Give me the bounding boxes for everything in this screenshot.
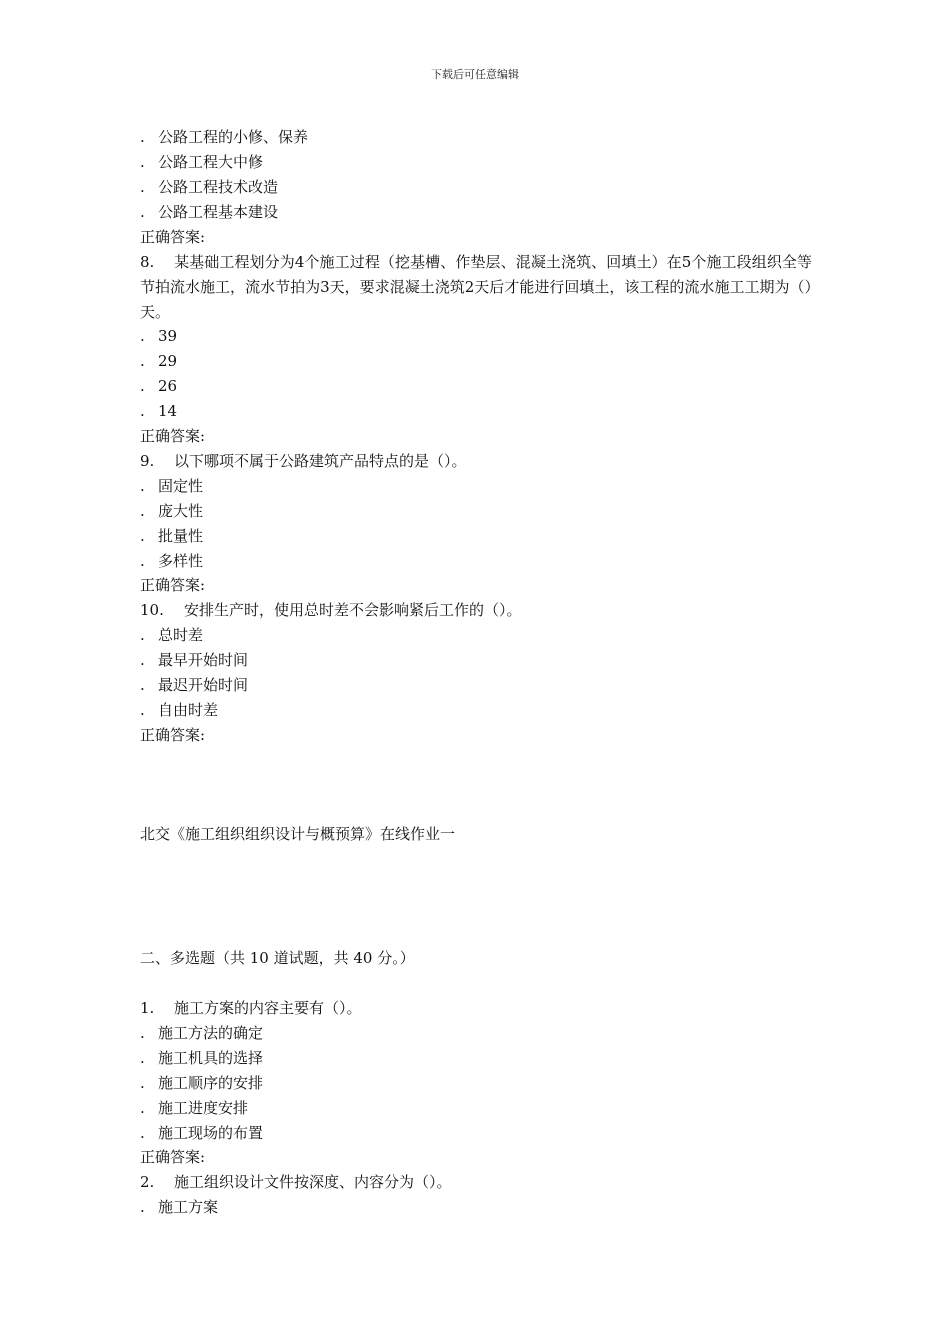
option-marker: . [140,701,145,719]
option-text: 最早开始时间 [158,651,249,669]
option-marker: . [140,128,145,146]
option-item [140,675,248,695]
section-heading: 二、多选题（共 10 道试题，共 40 分。） [140,949,415,967]
question-number: 10. [140,601,164,619]
question-10 [140,600,522,620]
option-item [140,351,177,371]
option-marker: . [140,1049,145,1067]
option-marker: . [140,178,145,196]
option-item [140,1048,263,1068]
option-marker: . [140,1124,145,1142]
option-marker: . [140,651,145,669]
option-text: 施工机具的选择 [158,1049,264,1067]
option-marker: . [140,1099,145,1117]
answer-label: 正确答案: [140,427,206,445]
option-marker: . [140,502,145,520]
option-marker: . [140,676,145,694]
option-item [140,326,177,346]
option-text: 最迟开始时间 [158,676,249,694]
option-marker: . [140,527,145,545]
question-8 [140,250,812,325]
option-item [140,376,177,396]
option-marker: . [140,1074,145,1092]
question-number: 9. [140,452,155,470]
question-number: 8. [140,253,155,271]
option-text: 施工方案 [158,1198,219,1216]
option-text: 庞大性 [158,502,204,520]
option-item [140,202,278,222]
option-marker: . [140,153,145,171]
option-text: 公路工程技术改造 [158,178,279,196]
option-item [140,501,203,521]
option-marker: . [140,552,145,570]
option-item [140,152,263,172]
option-marker: . [140,626,145,644]
option-item [140,625,203,645]
option-item [140,526,203,546]
question-number: 2. [140,1173,155,1191]
option-text: 26 [158,377,178,395]
answer-label: 正确答案: [140,228,206,246]
option-text: 39 [158,327,178,345]
multi-question-2 [140,1172,452,1192]
option-item [140,1023,263,1043]
multi-question-1 [140,998,362,1018]
option-text: 施工顺序的安排 [158,1074,264,1092]
option-text: 批量性 [158,527,204,545]
option-item [140,401,177,421]
answer-label: 正确答案: [140,576,206,594]
option-item [140,551,203,571]
option-text: 固定性 [158,477,204,495]
option-text: 自由时差 [158,701,219,719]
option-item [140,1073,263,1093]
question-text: 以下哪项不属于公路建筑产品特点的是（）。 [174,452,467,470]
option-item [140,700,218,720]
question-number: 1. [140,999,155,1017]
question-9 [140,451,467,471]
question-text: 安排生产时，使用总时差不会影响紧后工作的（）。 [184,601,522,619]
option-text: 多样性 [158,552,204,570]
option-item [140,1197,218,1217]
question-text: 施工组织设计文件按深度、内容分为（）。 [174,1173,452,1191]
option-marker: . [140,402,145,420]
answer-label: 正确答案: [140,726,206,744]
option-text: 29 [158,352,178,370]
option-marker: . [140,377,145,395]
option-item [140,127,308,147]
option-text: 公路工程基本建设 [158,203,279,221]
option-text: 施工进度安排 [158,1099,249,1117]
page-header: 下载后可任意编辑 [431,68,519,81]
option-marker: . [140,1024,145,1042]
option-item [140,650,248,670]
option-marker: . [140,352,145,370]
section-title: 北交《施工组织组织设计与概预算》在线作业一 [140,825,456,843]
option-item [140,1098,248,1118]
option-text: 公路工程大中修 [158,153,264,171]
option-marker: . [140,1198,145,1216]
option-text: 施工现场的布置 [158,1124,264,1142]
question-text: 某基础工程划分为4个施工过程（挖基槽、作垫层、混凝土浇筑、回填土）在5个施工段组织全等节拍流水施工，流水节拍为3天，要求混凝土浇筑2天后才能进行回填土，该工程的流水施工工期为（）天。 [140,253,812,321]
answer-label: 正确答案: [140,1148,206,1166]
option-text: 施工方法的确定 [158,1024,264,1042]
option-item [140,476,203,496]
option-marker: . [140,477,145,495]
option-item [140,177,278,197]
option-text: 公路工程的小修、保养 [158,128,309,146]
question-text: 施工方案的内容主要有（）。 [174,999,362,1017]
option-item [140,1123,263,1143]
option-text: 总时差 [158,626,204,644]
option-marker: . [140,203,145,221]
option-text: 14 [158,402,178,420]
option-marker: . [140,327,145,345]
